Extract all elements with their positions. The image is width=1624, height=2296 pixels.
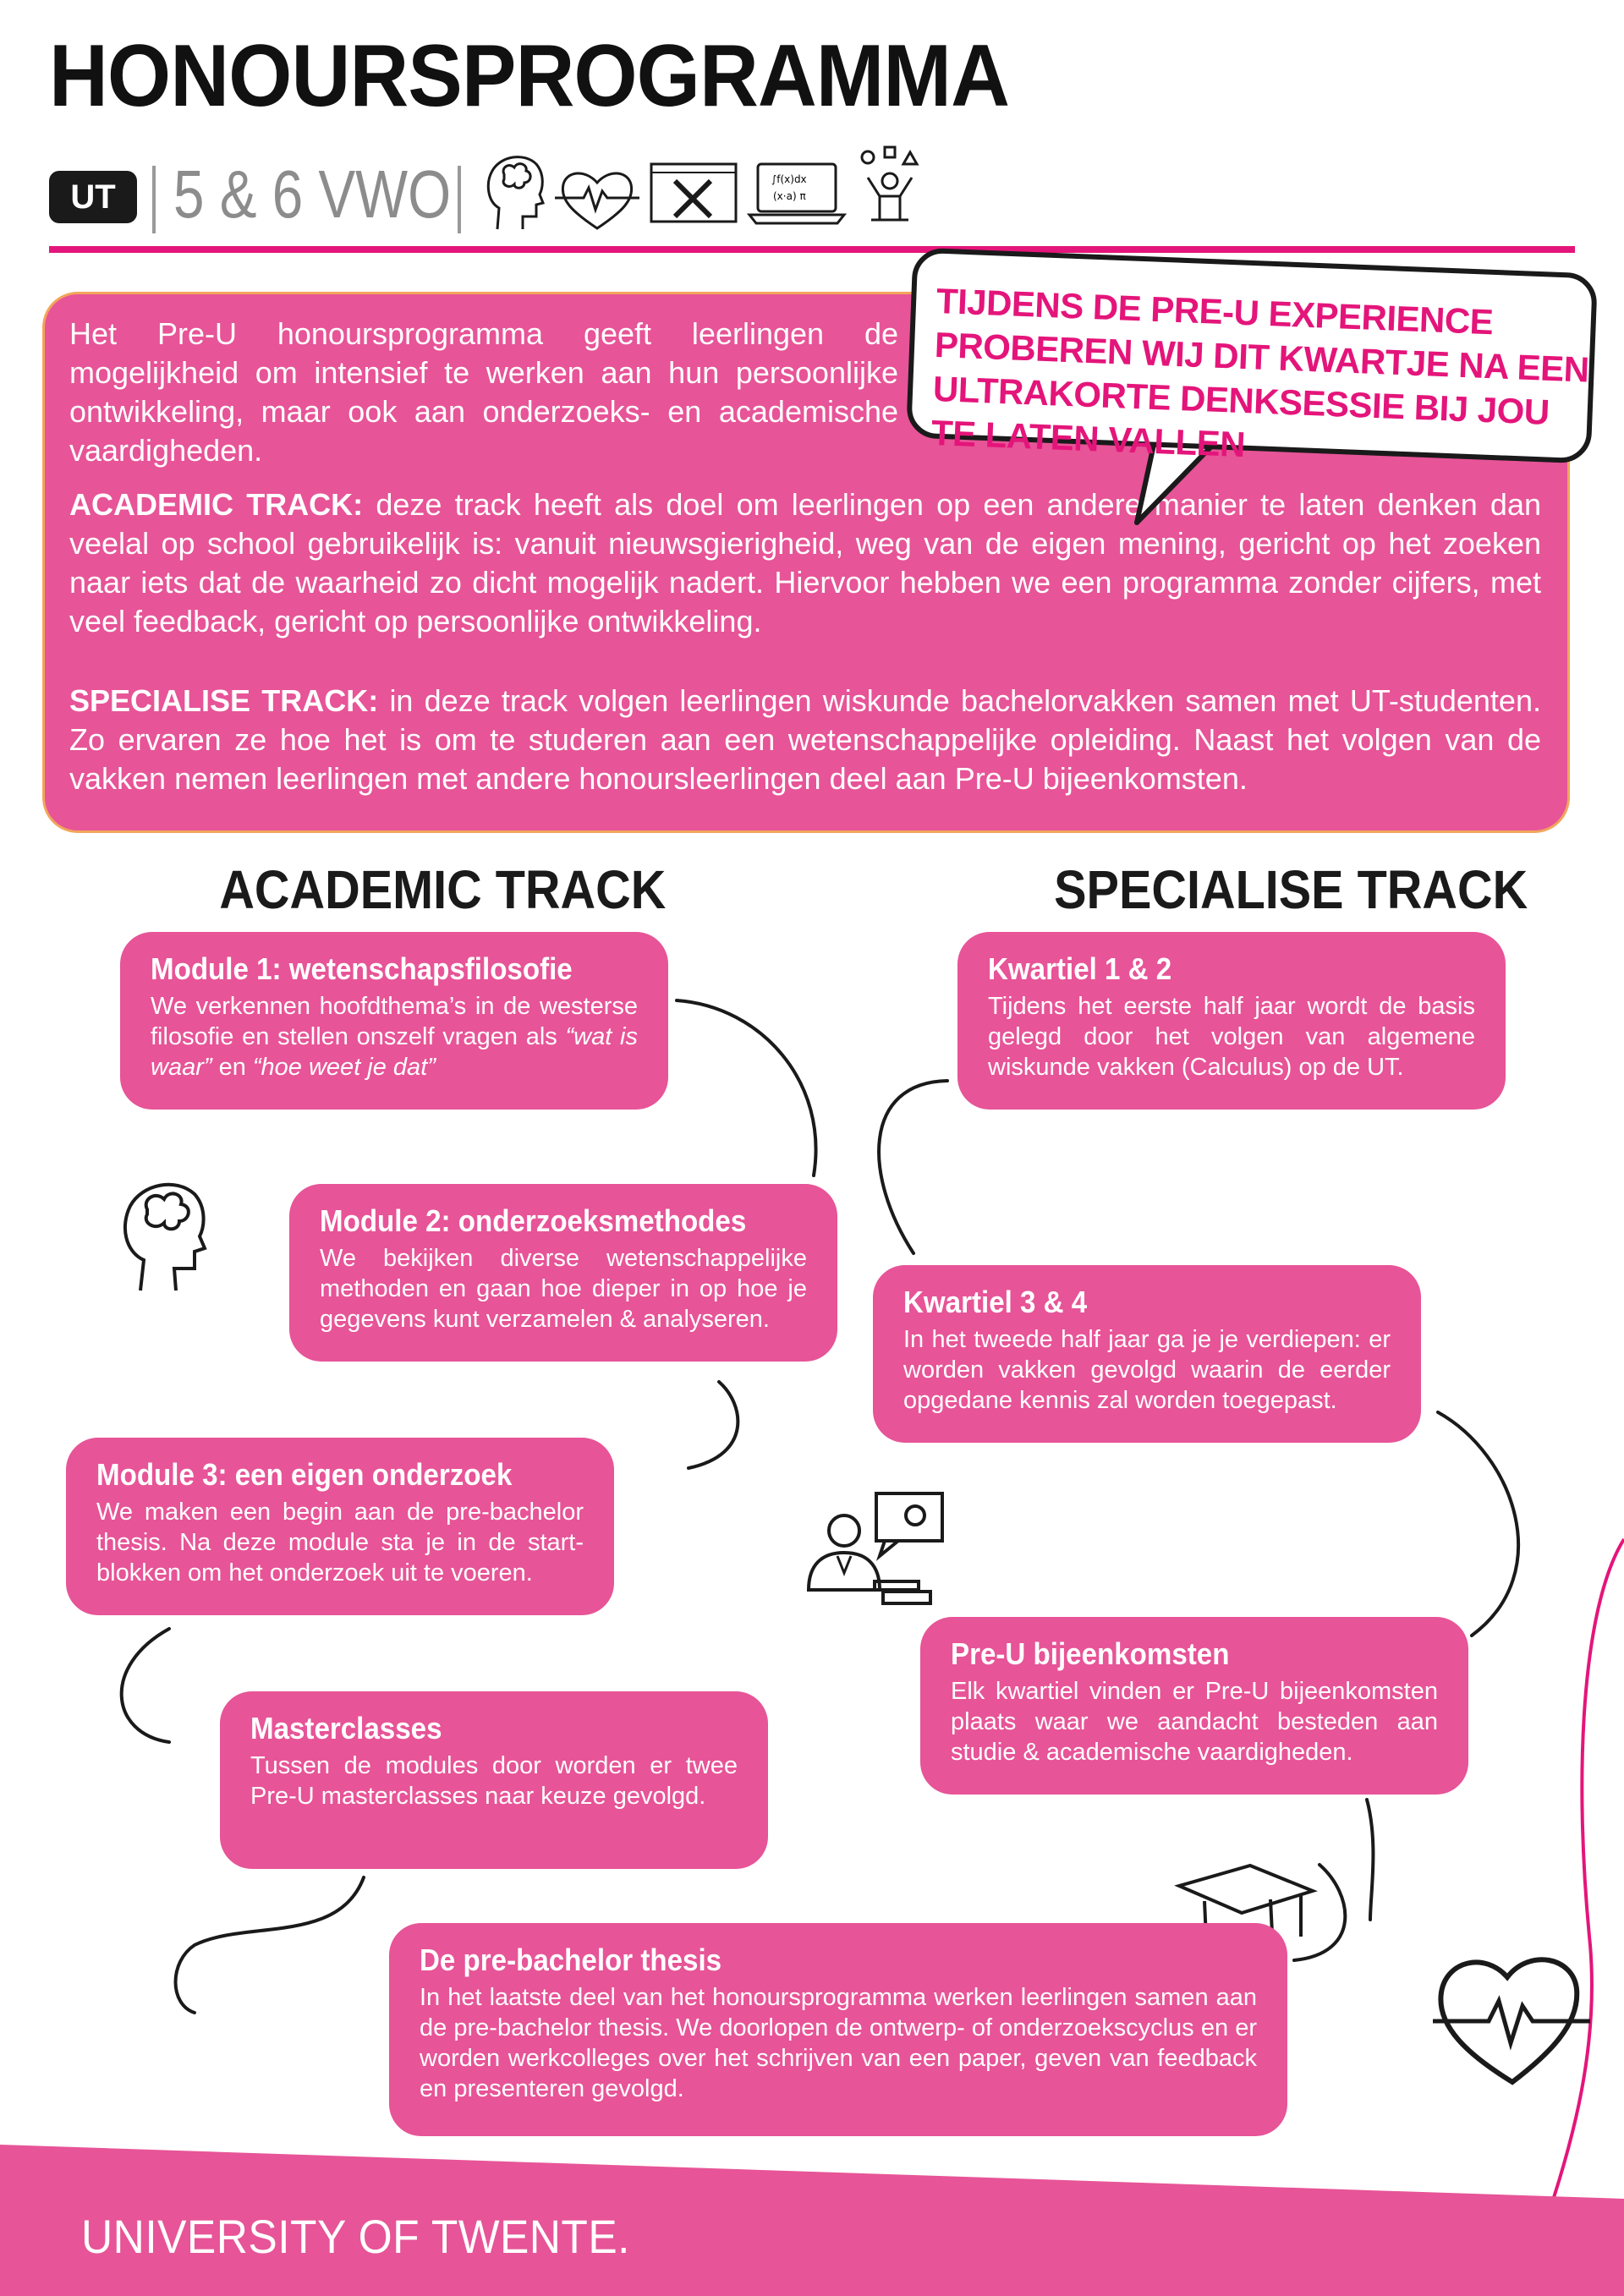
kwartiel-3-4-body: In het tweede half jaar ga je je verdiepen: er worden vakken gevolgd waarin de eerder opgedane kennis zal worden toegepast. — [903, 1326, 1391, 1414]
bijeenkomsten-title: Pre-U bijeenkomsten — [951, 1636, 1230, 1671]
svg-text:(x·a) π: (x·a) π — [773, 190, 806, 202]
module-1-quote-1: “wat is waar” — [151, 1023, 638, 1081]
academic-label: ACADEMIC TRACK: — [69, 487, 364, 522]
module-1-body-mid: en — [211, 1054, 253, 1081]
kwartiel-1-2-card — [957, 932, 1506, 1110]
masterclasses-card — [220, 1691, 768, 1869]
module-1-card — [120, 932, 668, 1110]
module-3-title: Module 3: een eigen onderzoek — [96, 1457, 513, 1492]
module-2-card — [289, 1184, 837, 1362]
module-3-body: We maken een begin aan de pre-bachelor thesis. Na deze module sta je in de start-blokken om het onderzoek uit te voeren. — [96, 1499, 584, 1586]
specialise-label: SPECIALISE TRACK: — [69, 683, 379, 718]
academic-intro-text: deze track heeft als doel om leerlingen op een andere manier te laten denken dan veelal op school gebruikelijk is: vanuit nieuwsgierigheid, weg van de eigen mening, gericht op het zoeken naar iets dat de waarheid zo dicht mogelijk nadert. Hiervoor hebben we een programma zonder cijfers, met veel feedback, gericht op persoonlijke ontwikkeling. — [69, 487, 1541, 638]
module-3-card — [66, 1438, 614, 1615]
specialise-track-heading: SPECIALISE TRACK — [1054, 859, 1528, 920]
thesis-body: In het laatste deel van het honoursprogramma werken leerlingen samen aan de pre-bachelor thesis. We doorlopen de ontwerp- of onderzoekscyclus en er worden werkcolleges over het schrijven van een paper, geven van feedback en presenteren gevolgd. — [420, 1984, 1257, 2102]
thesis-card — [389, 1923, 1287, 2136]
speech-bubble-text: TIJDENS DE PRE-U EXPERIENCE PROBEREN WIJ DIT KWARTJE NA EEN ULTRAKORTE DENKSESSIE BIJ JOU TE LATEN VALLEN — [930, 280, 1590, 465]
kwartiel-1-2-body: Tijdens het eerste half jaar wordt de basis gelegd door het volgen van algemene wiskunde vakken (Calculus) op de UT. — [988, 993, 1475, 1081]
kwartiel-1-2-title: Kwartiel 1 & 2 — [988, 951, 1172, 986]
module-1-body-text: We verkennen hoofdthema’s in de westerse filosofie en stellen onszelf vragen als — [151, 993, 638, 1050]
level-label: 5 & 6 VWO — [173, 156, 452, 232]
brain-head-icon — [117, 1167, 210, 1294]
bijeenkomsten-body: Elk kwartiel vinden er Pre-U bijeenkomsten plaats waar we aandacht besteden aan studie & academische vaardigheden. — [951, 1678, 1438, 1766]
specialise-intro-text: in deze track volgen leerlingen wiskunde bachelorvakken samen met UT-studenten. Zo ervaren ze hoe het is om te studeren aan een wetenschappelijke opleiding. Naast het volgen van de vakken nemen leerlingen met andere honoursleerlingen deel aan Pre-U bijeenkomsten. — [69, 683, 1541, 796]
module-1-body — [151, 991, 638, 1082]
masterclasses-body: Tussen de modules door worden er twee Pre-U masterclasses naar keuze gevolgd. — [250, 1752, 738, 1810]
intro-paragraph: Het Pre-U honoursprogramma geeft leerlingen de mogelijkheid om intensief te werken aan hun persoonlijke ontwikkeling, maar ook aan onderzoeks- en academische vaardigheden. — [69, 316, 898, 468]
kwartiel-3-4-card — [873, 1265, 1421, 1443]
module-1-quote-2: “hoe weet je dat” — [252, 1054, 436, 1081]
ut-badge: UT — [49, 171, 137, 223]
module-2-body: We bekijken diverse wetenschappelijke methoden en gaan hoe dieper in op hoe je gegevens kunt verzamelen & analyseren. — [320, 1245, 807, 1333]
university-logo-text: UNIVERSITY OF TWENTE. — [81, 2210, 630, 2263]
page-title: HONOURSPROGRAMMA — [49, 27, 1009, 125]
academic-track-heading: ACADEMIC TRACK — [219, 859, 667, 920]
module-1-title: Module 1: wetenschapsfilosofie — [151, 951, 573, 986]
svg-text:∫f(x)dx: ∫f(x)dx — [771, 173, 807, 185]
person-laptop-icon — [804, 1488, 947, 1615]
masterclasses-title: Masterclasses — [250, 1711, 442, 1745]
kwartiel-3-4-title: Kwartiel 3 & 4 — [903, 1285, 1088, 1319]
module-2-title: Module 2: onderzoeksmethodes — [320, 1203, 747, 1238]
thesis-title: De pre-bachelor thesis — [420, 1943, 722, 1977]
heart-pulse-icon — [1429, 1937, 1590, 2089]
bijeenkomsten-card — [920, 1617, 1468, 1795]
